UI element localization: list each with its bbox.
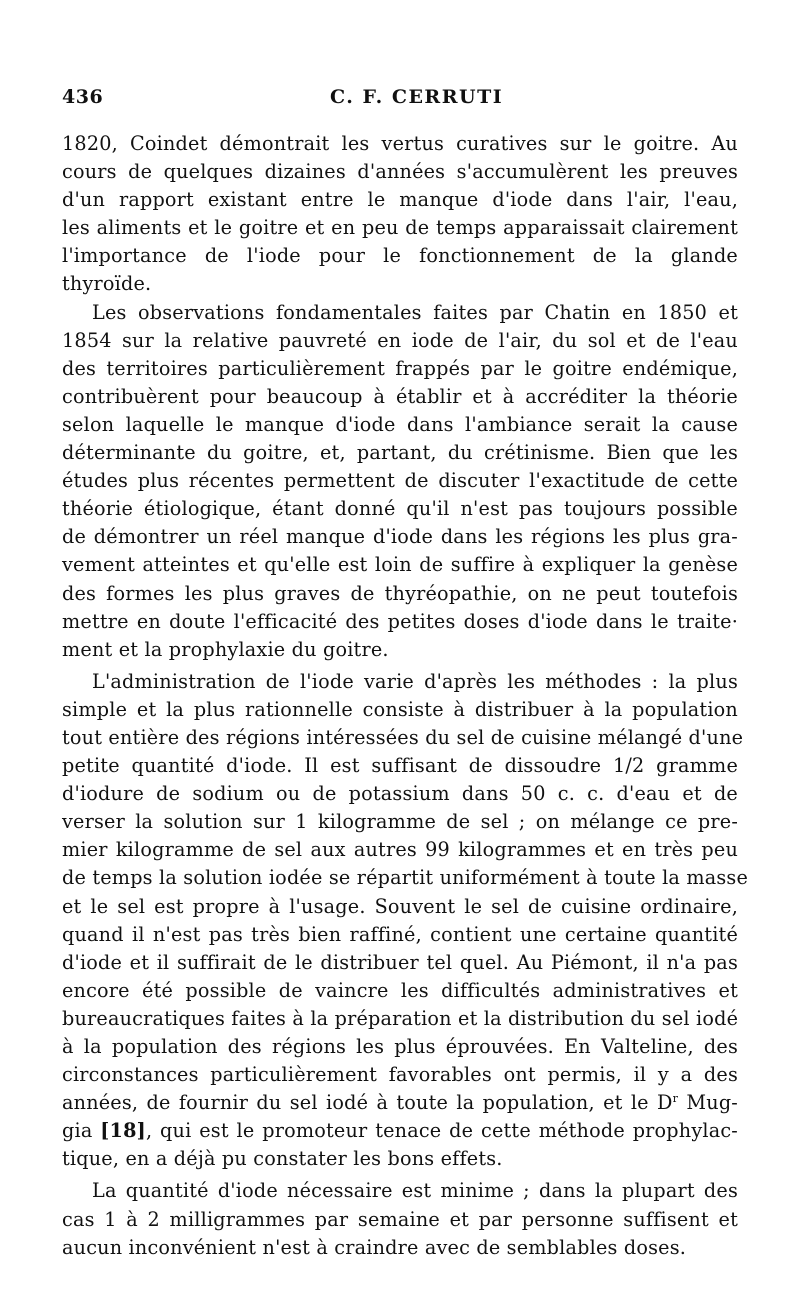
text-line: circonstances particulièrement favorables ont permis, il y a des xyxy=(62,1063,738,1087)
text-line-start: années, de fournir du sel iodé à toute la population, et le D xyxy=(62,1091,673,1115)
text-line: aucun inconvénient n'est à craindre avec de semblables doses. xyxy=(62,1235,687,1259)
text-line: vement atteintes et qu'elle est loin de suffire à expliquer la genèse xyxy=(62,553,738,577)
citation-ref: [18] xyxy=(100,1119,146,1143)
page-header xyxy=(62,86,738,116)
text-line: simple et la plus rationnelle consiste à distribuer à la population xyxy=(62,697,738,721)
doctor-name: Mug- xyxy=(686,1091,738,1115)
text-line: petite quantité d'iode. Il est suffisant de dissoudre 1/2 gramme xyxy=(62,754,738,778)
text-line: L'administration de l'iode varie d'après les méthodes : la plus xyxy=(92,669,738,693)
text-line: de temps la solution iodée se répartit uniformément à toute la masse xyxy=(62,866,749,890)
text-line: cas 1 à 2 milligrammes par semaine et par personne suffisent et xyxy=(62,1207,738,1231)
paragraph-1 xyxy=(62,130,738,299)
text-line: encore été possible de vaincre les difficultés administratives et xyxy=(62,978,738,1002)
text-line: à la population des régions les plus éprouvées. En Valteline, des xyxy=(62,1035,738,1058)
text-line: verser la solution sur 1 kilogramme de sel ; on mélange ce pre- xyxy=(62,810,738,834)
text-line: selon laquelle le manque d'iode dans l'ambiance serait la cause xyxy=(62,412,738,436)
text-line: 1820, Coindet démontrait les vertus curatives sur le goitre. Au xyxy=(62,132,738,155)
text-line: bureaucratiques faites à la préparation et la distribution du sel iodé xyxy=(62,1006,739,1030)
text-line: d'iodure de sodium ou de potassium dans 50 c. c. d'eau et de xyxy=(62,782,738,806)
text-line: tique, en a déjà pu constater les bons effets. xyxy=(62,1147,503,1171)
text-line: 1854 sur la relative pauvreté en iode de l'air, du sol et de l'eau xyxy=(62,328,738,352)
text-line: Les observations fondamentales faites par Chatin en 1850 et xyxy=(92,300,738,324)
text-line: mier kilogramme de sel aux autres 99 kilogrammes et en très peu xyxy=(62,838,738,862)
text-line: tout entière des régions intéressées du sel de cuisine mélangé d'une xyxy=(62,725,744,749)
text-line: thyroïde. xyxy=(62,272,152,296)
text-line: d'un rapport existant entre le manque d'iode dans l'air, l'eau, xyxy=(62,188,738,212)
text-line: mettre en doute l'efficacité des petites doses d'iode dans le traite· xyxy=(62,609,738,633)
text-line: déterminante du goitre, et, partant, du crétinisme. Bien que les xyxy=(62,441,738,465)
text-line: La quantité d'iode nécessaire est minime ; dans la plupart des xyxy=(92,1179,738,1203)
text-line: études plus récentes permettent de discuter l'exactitude de cette xyxy=(62,469,738,493)
running-head: C. F. CERRUTI xyxy=(330,86,504,108)
text-line: les aliments et le goitre et en peu de temps apparaissait clairement xyxy=(62,216,738,240)
body-text xyxy=(62,130,749,1262)
text-line: gia [18], qui est le promoteur tenace de cette méthode prophylac- xyxy=(62,1119,738,1143)
text-line: théorie étiologique, étant donné qu'il n'est pas toujours possible xyxy=(62,497,738,521)
text-line: cours de quelques dizaines d'années s'accumulèrent les preuves xyxy=(62,160,738,184)
text-line: quand il n'est pas très bien raffiné, contient une certaine quantité xyxy=(62,922,738,946)
text-line: contribuèrent pour beaucoup à établir et à accréditer la théorie xyxy=(62,384,738,408)
text-line: ment et la prophylaxie du goitre. xyxy=(62,637,389,661)
text-line: et le sel est propre à l'usage. Souvent le sel de cuisine ordinaire, xyxy=(62,894,738,918)
text-line: de démontrer un réel manque d'iode dans les régions les plus gra- xyxy=(62,525,738,549)
text-line: des formes les plus graves de thyréopathie, on ne peut toutefois xyxy=(62,581,738,605)
text-line-doctor xyxy=(62,1089,738,1117)
page-number: 436 xyxy=(62,86,104,108)
doctor-superscript: r xyxy=(672,1092,679,1106)
paragraph-2 xyxy=(62,299,738,664)
text-line: des territoires particulièrement frappés par le goitre endémique, xyxy=(62,356,738,380)
text-line: l'importance de l'iode pour le fonctionnement de la glande xyxy=(62,244,738,268)
paragraph-4 xyxy=(62,1177,738,1261)
text-line: d'iode et il suffirait de le distribuer tel quel. Au Piémont, il n'a pas xyxy=(62,950,738,974)
paragraph-3 xyxy=(62,668,749,1174)
